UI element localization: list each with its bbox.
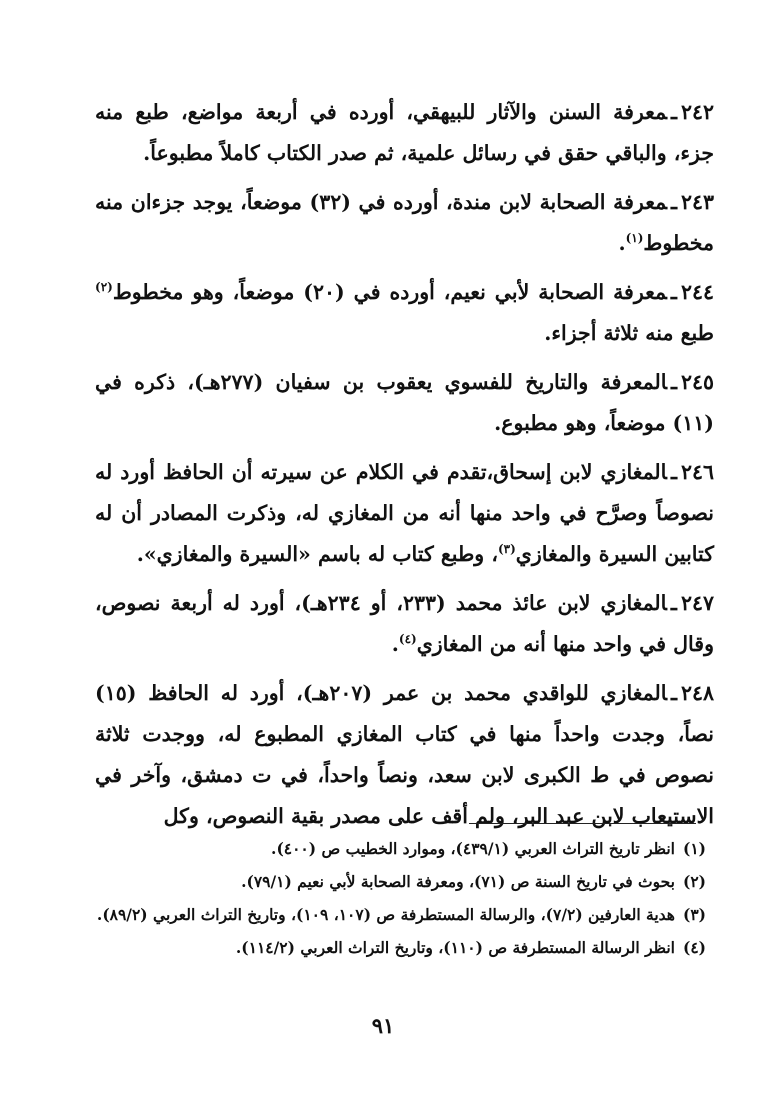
entry-246 (95, 452, 714, 575)
entry-dash: ـ (670, 460, 677, 484)
footnotes-list (95, 832, 706, 964)
entry-text: المغازي لابن عائذ محمد (٢٣٣، أو ٢٣٤هـ)، أورد له أربعة نصوص، وقال في واحد منها أنه من المغازي (95, 591, 714, 656)
entry-text: معرفة السنن والآثار للبيهقي، أورده في أربعة مواضع، طبع منه جزء، والباقي حقق في رسائل علمية، ثم صدر الكتاب كاملاً مطبوعاً. (95, 100, 714, 165)
footnote-ref[interactable]: (٤) (398, 632, 417, 647)
entry-244 (95, 272, 714, 354)
footnote-number: (٤) (682, 938, 706, 957)
entry-dash: ـ (670, 190, 677, 214)
entry-243 (95, 182, 714, 264)
entry-number: ٢٤٣ (680, 190, 714, 214)
entry-text: المغازي للواقدي محمد بن عمر (٢٠٧هـ)، أورد له الحافظ (١٥) نصاً، وجدت واحداً منها في كتاب المغازي المطبوع له، ووجدت ثلاثة نصوص في ط الكبرى لابن سعد، ونصاً واحداً، في ت دمشق، وآخر في الاستيعاب لابن عبد البر، ولم أقف على مصدر بقية النصوص، وكل (95, 681, 714, 828)
entry-text: المغازي لابن إسحاق،تقدم في الكلام عن سيرته أن الحافظ أورد له نصوصاً وصرَّح في واحد منها أنه من المغازي له، وذكرت المصادر أن له كتابين السيرة والمغازي (95, 460, 714, 566)
footnote-text: انظر الرسالة المستطرفة ص (١١٠)، وتاريخ التراث العربي (١١٤/٢). (235, 938, 675, 957)
entry-number: ٢٤٢ (680, 100, 714, 124)
footnote-text: هدية العارفين (٧/٢)، والرسالة المستطرفة ص (١٠٧، ١٠٩)، وتاريخ التراث العربي (٨٩/٢). (96, 905, 675, 924)
footnote-text: بحوث في تاريخ السنة ص (٧١)، ومعرفة الصحابة لأبي نعيم (٧٩/١). (241, 872, 675, 891)
page-number: ٩١ (371, 1013, 395, 1038)
footnote-1 (95, 832, 706, 865)
entry-242 (95, 92, 714, 174)
entry-text: معرفة الصحابة لأبي نعيم، أورده في (٢٠) موضعاً، وهو مخطوط (112, 280, 667, 304)
entry-248 (95, 673, 714, 837)
entry-text: المعرفة والتاريخ للفسوي يعقوب بن سفيان (٢٧٧هـ)، ذكره في (١١) موضعاً، وهو مطبوع. (95, 370, 714, 435)
entry-number: ٢٤٨ (680, 681, 715, 705)
entries-list (95, 92, 714, 845)
footnote-4 (95, 931, 706, 964)
entry-dash: ـ (670, 280, 677, 304)
footnote-ref[interactable]: (١) (625, 231, 644, 246)
footnote-ref[interactable]: (٣) (497, 542, 516, 557)
entry-number: ٢٤٧ (680, 591, 714, 615)
entry-dash: ـ (670, 100, 677, 124)
entry-text-tail: ، وطبع كتاب له باسم «السيرة والمغازي». (136, 542, 498, 566)
footnote-number: (٢) (682, 872, 706, 891)
footnote-divider (469, 823, 696, 824)
entry-text: معرفة الصحابة لابن مندة، أورده في (٣٢) موضعاً، يوجد جزءان منه مخطوط (95, 190, 714, 255)
footnote-3 (95, 898, 706, 931)
footnote-ref[interactable]: (٢) (95, 280, 113, 295)
footnote-text: انظر تاريخ التراث العربي (٤٣٩/١)، وموارد الخطيب ص (٤٠٠). (271, 839, 675, 858)
footnote-number: (١) (682, 839, 706, 858)
entry-dash: ـ (670, 681, 677, 705)
footnote-number: (٣) (682, 905, 706, 924)
footnote-2 (95, 865, 706, 898)
entry-text-tail: . (391, 632, 399, 656)
entry-dash: ـ (670, 591, 677, 615)
entry-text-tail: طبع منه ثلاثة أجزاء. (544, 321, 714, 345)
entry-number: ٢٤٥ (680, 370, 715, 394)
entry-247 (95, 583, 714, 665)
entry-number: ٢٤٤ (680, 280, 714, 304)
entry-245 (95, 362, 714, 444)
entry-number: ٢٤٦ (680, 460, 714, 484)
entry-text-tail: . (618, 231, 626, 255)
entry-dash: ـ (670, 370, 677, 394)
